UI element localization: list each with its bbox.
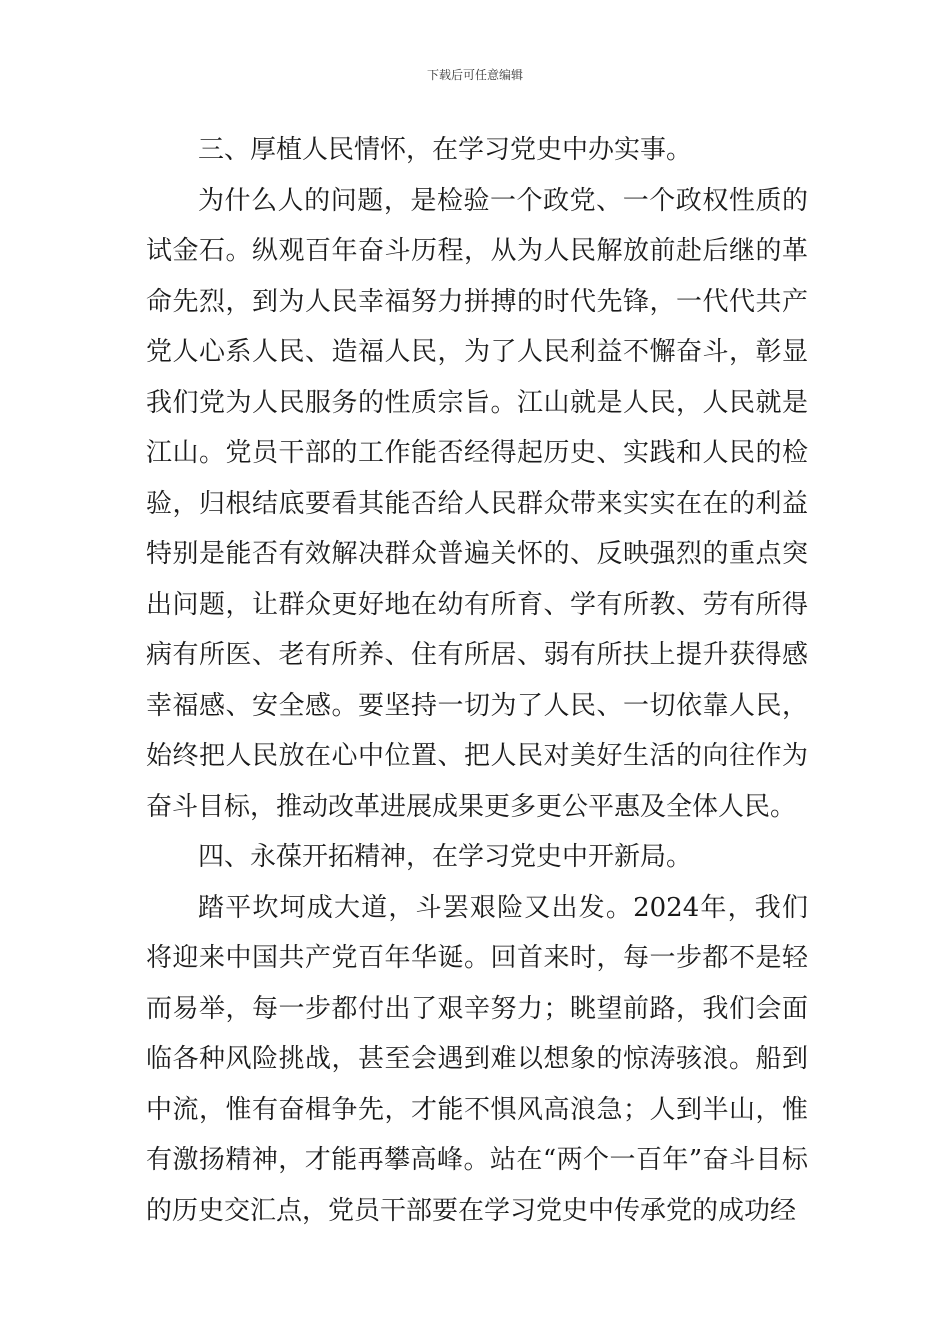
section-heading-4: 四、永葆开拓精神，在学习党史中开新局。 — [198, 842, 693, 872]
paragraph-people: 为什么人的问题，是检验一个政党、一个政权性质的试金石。纵观百年奋斗历程，从为人民解放前赴后继的革命先烈，到为人民幸福努力拼搏的时代先锋，一代代共产党人心系人民、造福人民，为了人民利益不懈奋斗，彰显我们党为人民服务的性质宗旨。江山就是人民，人民就是江山。党员干部的工作能否经得起历史、实践和人民的检验，归根结底要看其能否给人民群众带来实实在在的利益特别是能否有效解决群众普遍关怀的、反映强烈的重点突出问题，让群众更好地在幼有所育、学有所教、劳有所得病有所医、老有所养、住有所居、弱有所扶上提升获得感幸福感、安全感。要坚持一切为了人民、一切依靠人民，始终把人民放在心中位置、把人民对美好生活的向往作为奋斗目标，推动改革进展成果更多更公平惠及全体人民。 — [146, 185, 808, 822]
header-note: 下载后可任意编辑 — [426, 68, 523, 82]
document-body — [146, 125, 808, 1236]
section-heading-3: 三、厚植人民情怀，在学习党史中办实事。 — [198, 135, 693, 165]
paragraph-new-journey: 踏平坎坷成大道，斗罢艰险又出发。2024年，我们将迎来中国共产党百年华诞。回首来时，每一步都不是轻而易举，每一步都付出了艰辛努力；眺望前路，我们会面临各种风险挑战，甚至会遇到难以想象的惊涛骇浪。船到中流，惟有奋楫争先，才能不惧风高浪急；人到半山，惟有激扬精神，才能再攀高峰。站在“两个一百年”奋斗目标的历史交汇点，党员干部要在学习党史中传承党的成功经 — [146, 892, 808, 1226]
